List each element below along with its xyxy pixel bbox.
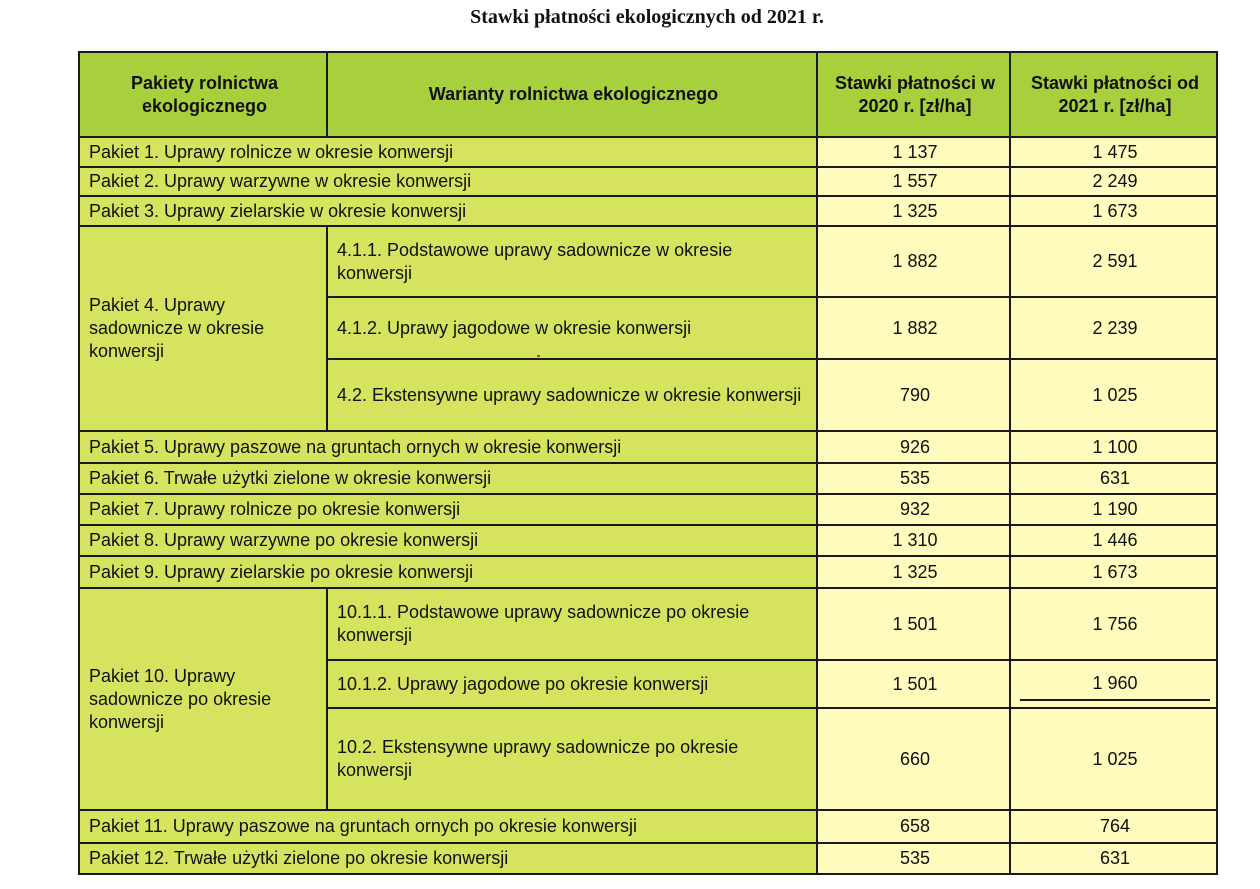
rate-2020: 658: [817, 810, 1010, 843]
split-cell: [1020, 668, 1210, 701]
rate-2020: 1 325: [817, 196, 1010, 226]
rate-2020: 1 501: [817, 660, 1010, 708]
variant-label: 4.1.2. Uprawy jagodowe w okresie konwersji: [327, 297, 817, 359]
package-label: Pakiet 3. Uprawy zielarskie w okresie konwersji: [79, 196, 817, 226]
table-row: [79, 226, 1217, 297]
variant-label: 10.1.2. Uprawy jagodowe po okresie konwersji: [327, 660, 817, 708]
rate-2020: 1 882: [817, 297, 1010, 359]
table-row: [79, 810, 1217, 843]
rate-2021: 1 100: [1010, 431, 1217, 463]
variant-label: 4.1.1. Podstawowe uprawy sadownicze w okresie konwersji: [327, 226, 817, 297]
rate-2021: 1 673: [1010, 196, 1217, 226]
package-label: Pakiet 11. Uprawy paszowe na gruntach ornych po okresie konwersji: [79, 810, 817, 843]
rate-2021: 1 960: [1020, 668, 1210, 701]
package-label: Pakiet 8. Uprawy warzywne po okresie konwersji: [79, 525, 817, 556]
rate-2021: 1 190: [1010, 494, 1217, 525]
package-label: Pakiet 2. Uprawy warzywne w okresie konwersji: [79, 167, 817, 196]
table-row: [79, 463, 1217, 494]
package-label: Pakiet 5. Uprawy paszowe na gruntach ornych w okresie konwersji: [79, 431, 817, 463]
rate-2021: 1 475: [1010, 137, 1217, 167]
rate-2020: 926: [817, 431, 1010, 463]
table-row: [79, 167, 1217, 196]
rate-2020: 1 137: [817, 137, 1010, 167]
rate-2020: 932: [817, 494, 1010, 525]
table-row: [79, 431, 1217, 463]
package-label: Pakiet 1. Uprawy rolnicze w okresie konwersji: [79, 137, 817, 167]
rate-2021: 1 673: [1010, 556, 1217, 588]
variant-label: 4.2. Ekstensywne uprawy sadownicze w okresie konwersji: [327, 359, 817, 431]
rate-2021: 2 239: [1010, 297, 1217, 359]
header-rate-2020: Stawki płatności w 2020 r. [zł/ha]: [817, 52, 1010, 137]
rate-2021: 631: [1010, 463, 1217, 494]
header-row: [79, 52, 1217, 137]
payment-rates-table: [78, 51, 1218, 875]
package-label: Pakiet 7. Uprawy rolnicze po okresie konwersji: [79, 494, 817, 525]
variant-label: 10.1.1. Podstawowe uprawy sadownicze po okresie konwersji: [327, 588, 817, 660]
rate-2020: 1 882: [817, 226, 1010, 297]
rate-2020: 1 557: [817, 167, 1010, 196]
rate-2020: 1 501: [817, 588, 1010, 660]
table-row: [79, 525, 1217, 556]
table-row: [79, 494, 1217, 525]
rate-2020: 1 310: [817, 525, 1010, 556]
rate-2020: 790: [817, 359, 1010, 431]
table-row: [79, 556, 1217, 588]
rate-2020: 660: [817, 708, 1010, 810]
table-row: [79, 843, 1217, 874]
table-row: [79, 588, 1217, 660]
rate-2020: 1 325: [817, 556, 1010, 588]
package-label: Pakiet 6. Trwałe użytki zielone w okresie konwersji: [79, 463, 817, 494]
page-title: Stawki płatności ekologicznych od 2021 r.: [470, 6, 824, 28]
rate-2021: 1 446: [1010, 525, 1217, 556]
header-rate-2021: Stawki płatności od 2021 r. [zł/ha]: [1010, 52, 1217, 137]
stray-red-mark: [537, 355, 540, 357]
rate-2021: 631: [1010, 843, 1217, 874]
package-label: Pakiet 4. Uprawy sadownicze w okresie konwersji: [79, 226, 327, 431]
package-label: Pakiet 12. Trwałe użytki zielone po okresie konwersji: [79, 843, 817, 874]
rate-2021: 2 249: [1010, 167, 1217, 196]
rate-2021: 1 756: [1010, 588, 1217, 660]
package-label: Pakiet 10. Uprawy sadownicze po okresie konwersji: [79, 588, 327, 810]
rate-2021: 764: [1010, 810, 1217, 843]
table-row: [79, 137, 1217, 167]
rate-2020: 535: [817, 463, 1010, 494]
rate-2021: 1 025: [1010, 708, 1217, 810]
variant-label: 10.2. Ekstensywne uprawy sadownicze po okresie konwersji: [327, 708, 817, 810]
rate-2021-cell: [1010, 660, 1217, 708]
rate-2020: 535: [817, 843, 1010, 874]
table-row: [79, 196, 1217, 226]
header-packages: Pakiety rolnictwa ekologicznego: [79, 52, 327, 137]
rate-2021: 2 591: [1010, 226, 1217, 297]
package-label: Pakiet 9. Uprawy zielarskie po okresie konwersji: [79, 556, 817, 588]
rate-2021: 1 025: [1010, 359, 1217, 431]
header-variants: Warianty rolnictwa ekologicznego: [327, 52, 817, 137]
